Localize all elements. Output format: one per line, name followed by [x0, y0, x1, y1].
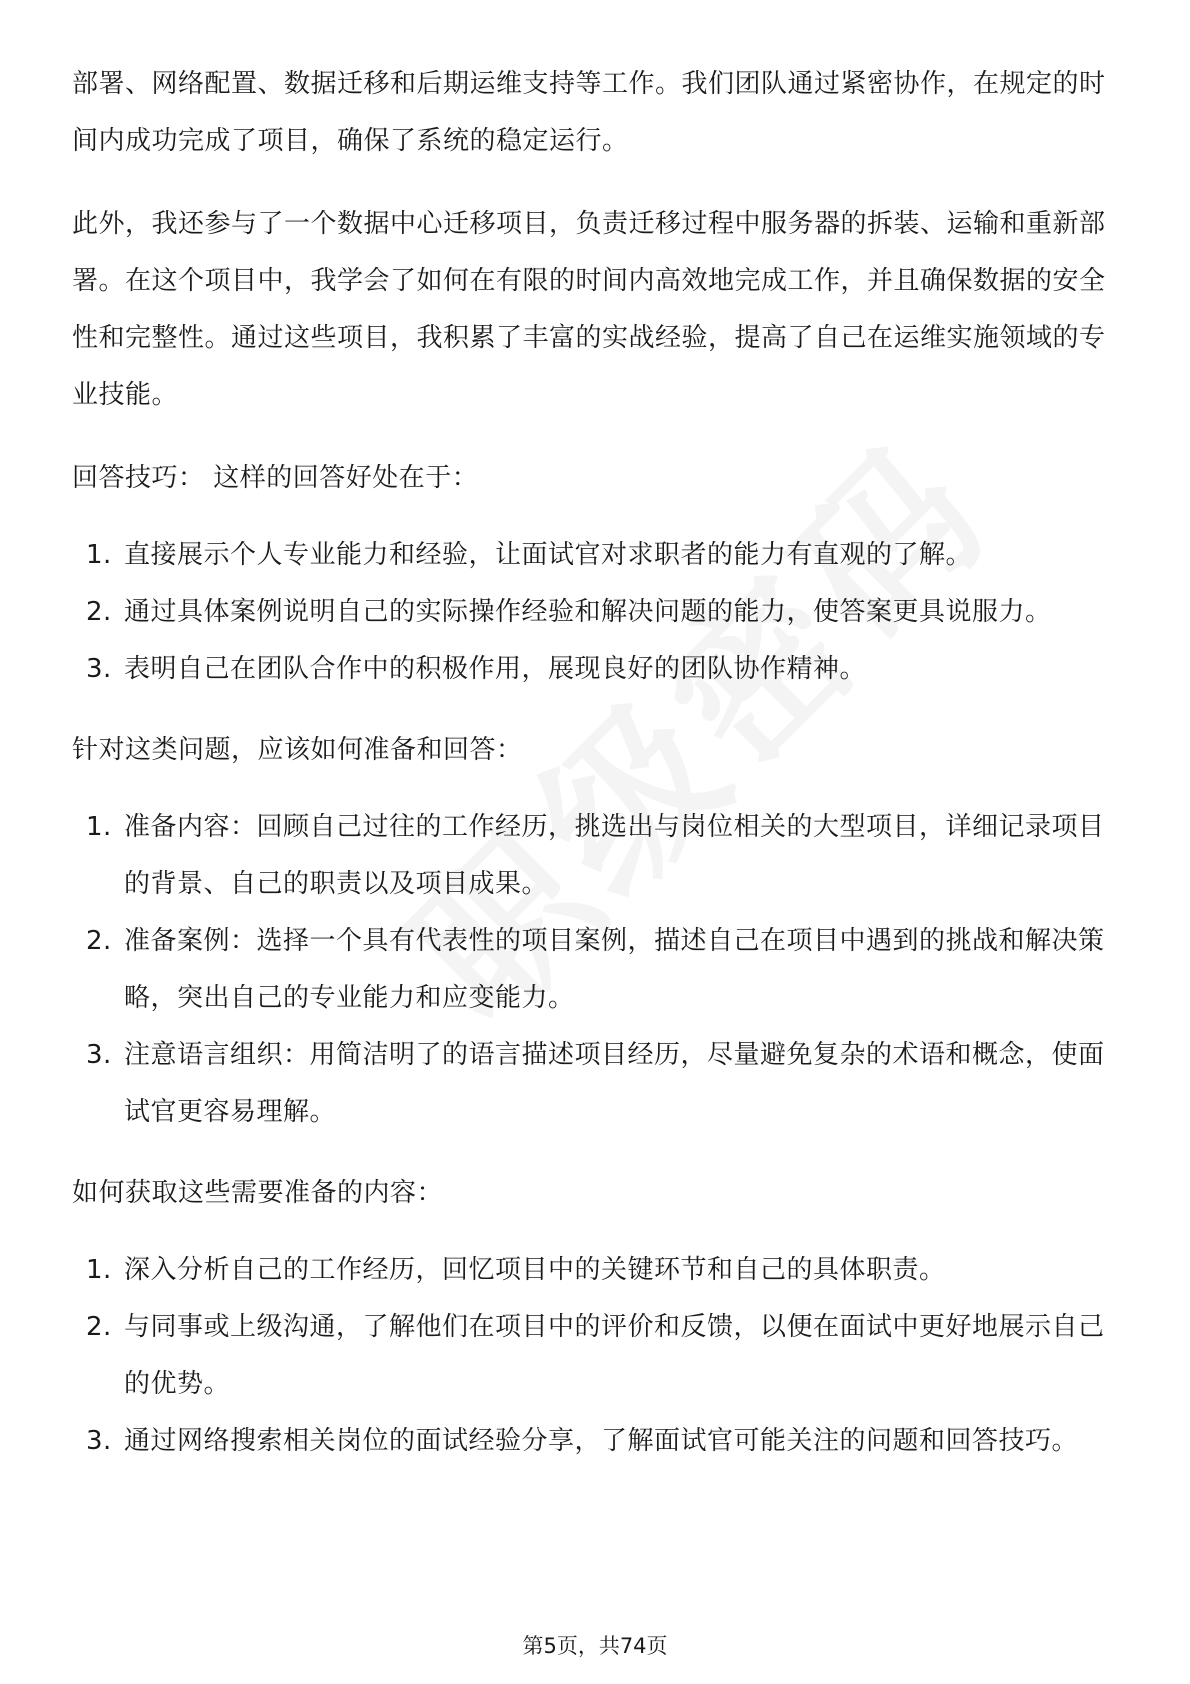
- obtain-list: [72, 1242, 1120, 1470]
- list-item: [72, 799, 1120, 913]
- paragraph-1: 部署、网络配置、数据迁移和后期运维支持等工作。我们团队通过紧密协作，在规定的时间内成功完成了项目，确保了系统的稳定运行。: [72, 69, 1106, 156]
- list-number: 3.: [86, 654, 112, 684]
- list-number: 1.: [86, 540, 112, 570]
- document-page: [72, 56, 1120, 1494]
- list-text: 通过网络搜索相关岗位的面试经验分享，了解面试官可能关注的问题和回答技巧。: [124, 1426, 1079, 1456]
- list-text: 深入分析自己的工作经历，回忆项目中的关键环节和自己的具体职责。: [124, 1255, 946, 1285]
- list-item: [72, 913, 1120, 1027]
- tips-list: [72, 527, 1120, 698]
- list-number: 3.: [86, 1040, 112, 1070]
- list-number: 2.: [86, 597, 112, 627]
- list-item: [72, 641, 1120, 698]
- list-text: 表明自己在团队合作中的积极作用，展现良好的团队协作精神。: [124, 654, 867, 684]
- list-text: 与同事或上级沟通，了解他们在项目中的评价和反馈，以便在面试中更好地展示自己的优势。: [124, 1312, 1105, 1399]
- list-text: 直接展示个人专业能力和经验，让面试官对求职者的能力有直观的了解。: [124, 540, 973, 570]
- list-text: 通过具体案例说明自己的实际操作经验和解决问题的能力，使答案更具说服力。: [124, 597, 1052, 627]
- list-item: [72, 1027, 1120, 1141]
- list-text: 准备案例：选择一个具有代表性的项目案例，描述自己在项目中遇到的挑战和解决策略，突出自己的专业能力和应变能力。: [124, 926, 1105, 1013]
- list-item: [72, 1242, 1120, 1299]
- prepare-heading: 针对这类问题，应该如何准备和回答：: [72, 735, 523, 765]
- list-text: 注意语言组织：用简洁明了的语言描述项目经历，尽量避免复杂的术语和概念，使面试官更容易理解。: [124, 1040, 1105, 1127]
- list-item: [72, 527, 1120, 584]
- list-number: 1.: [86, 1255, 112, 1285]
- obtain-heading: 如何获取这些需要准备的内容：: [72, 1178, 444, 1208]
- page-footer: 第5页，共74页: [522, 1634, 668, 1658]
- prepare-list: [72, 799, 1120, 1141]
- list-text: 准备内容：回顾自己过往的工作经历，挑选出与岗位相关的大型项目，详细记录项目的背景、自己的职责以及项目成果。: [124, 812, 1105, 899]
- paragraph-2: 此外，我还参与了一个数据中心迁移项目，负责迁移过程中服务器的拆装、运输和重新部署。在这个项目中，我学会了如何在有限的时间内高效地完成工作，并且确保数据的安全性和完整性。通过这些项目，我积累了丰富的实战经验，提高了自己在运维实施领域的专业技能。: [72, 209, 1106, 410]
- list-item: [72, 1413, 1120, 1470]
- list-item: [72, 584, 1120, 641]
- list-number: 3.: [86, 1426, 112, 1456]
- tips-heading: 回答技巧： 这样的回答好处在于：: [72, 463, 479, 493]
- list-item: [72, 1299, 1120, 1413]
- list-number: 1.: [86, 812, 112, 842]
- list-number: 2.: [86, 926, 112, 956]
- list-number: 2.: [86, 1312, 112, 1342]
